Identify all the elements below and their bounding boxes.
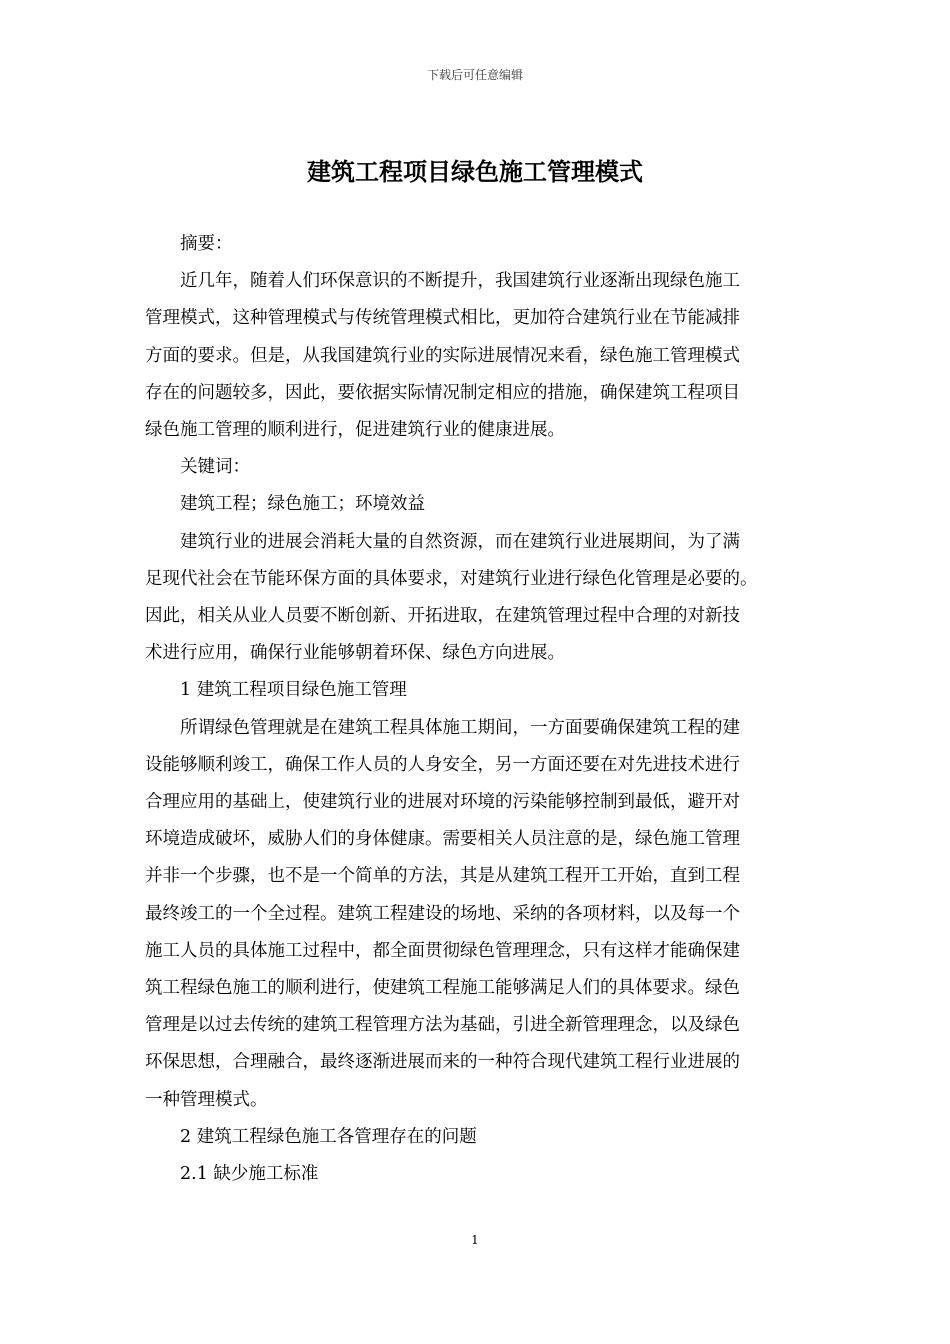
page-header-note: 下载后可任意编辑 [426,68,523,82]
body-line: 一种管理模式。 [145,1089,268,1110]
body-line: 关键词： [180,457,250,478]
document-body [145,226,805,1193]
body-line: 建筑工程；绿色施工；环境效益 [180,494,425,515]
body-line: 施工人员的具体施工过程中，都全面贯彻绿色管理理念，只有这样才能确保建 [145,940,740,961]
body-line: 足现代社会在节能环保方面的具体要求，对建筑行业进行绿色化管理是必要的。 [145,568,758,589]
subsection-heading: 2.1 缺少施工标准 [180,1164,319,1185]
section-heading: 2 建筑工程绿色施工各管理存在的问题 [180,1126,477,1147]
body-line: 并非一个步骤，也不是一个简单的方法，其是从建筑工程开工开始，直到工程 [145,866,740,887]
body-line: 管理是以过去传统的建筑工程管理方法为基础，引进全新管理理念，以及绿色 [145,1015,740,1036]
body-line: 合理应用的基础上，使建筑行业的进展对环境的污染能够控制到最低，避开对 [145,792,740,813]
body-line: 环保思想，合理融合，最终逐渐进展而来的一种符合现代建筑工程行业进展的 [145,1052,740,1073]
body-line: 术进行应用，确保行业能够朝着环保、绿色方向进展。 [145,643,565,664]
body-line: 设能够顺利竣工，确保工作人员的人身安全，另一方面还要在对先进技术进行 [145,754,740,775]
body-line: 摘要： [180,234,233,254]
body-line: 建筑行业的进展会消耗大量的自然资源，而在建筑行业进展期间，为了满 [180,531,740,552]
page-number: 1 [471,1233,479,1247]
section-heading: 1 建筑工程项目绿色施工管理 [180,680,407,701]
body-line: 存在的问题较多，因此，要依据实际情况制定相应的措施，确保建筑工程项目 [145,382,740,403]
body-line: 因此，相关从业人员要不断创新、开拓进取，在建筑管理过程中合理的对新技 [145,606,740,627]
body-line: 环境造成破坏，威胁人们的身体健康。需要相关人员注意的是，绿色施工管理 [145,829,740,850]
body-line: 最终竣工的一个全过程。建筑工程建设的场地、采纳的各项材料，以及每一个 [145,903,740,924]
document-title: 建筑工程项目绿色施工管理模式 [307,157,643,186]
body-line: 绿色施工管理的顺利进行，促进建筑行业的健康进展。 [145,420,565,441]
body-line: 方面的要求。但是，从我国建筑行业的实际进展情况来看，绿色施工管理模式 [145,345,740,366]
body-line: 筑工程绿色施工的顺利进行，使建筑工程施工能够满足人们的具体要求。绿色 [145,978,740,999]
body-line: 近几年，随着人们环保意识的不断提升，我国建筑行业逐渐出现绿色施工 [180,271,740,292]
body-line: 管理模式，这种管理模式与传统管理模式相比，更加符合建筑行业在节能减排 [145,308,740,329]
body-line: 所谓绿色管理就是在建筑工程具体施工期间，一方面要确保建筑工程的建 [180,717,740,738]
